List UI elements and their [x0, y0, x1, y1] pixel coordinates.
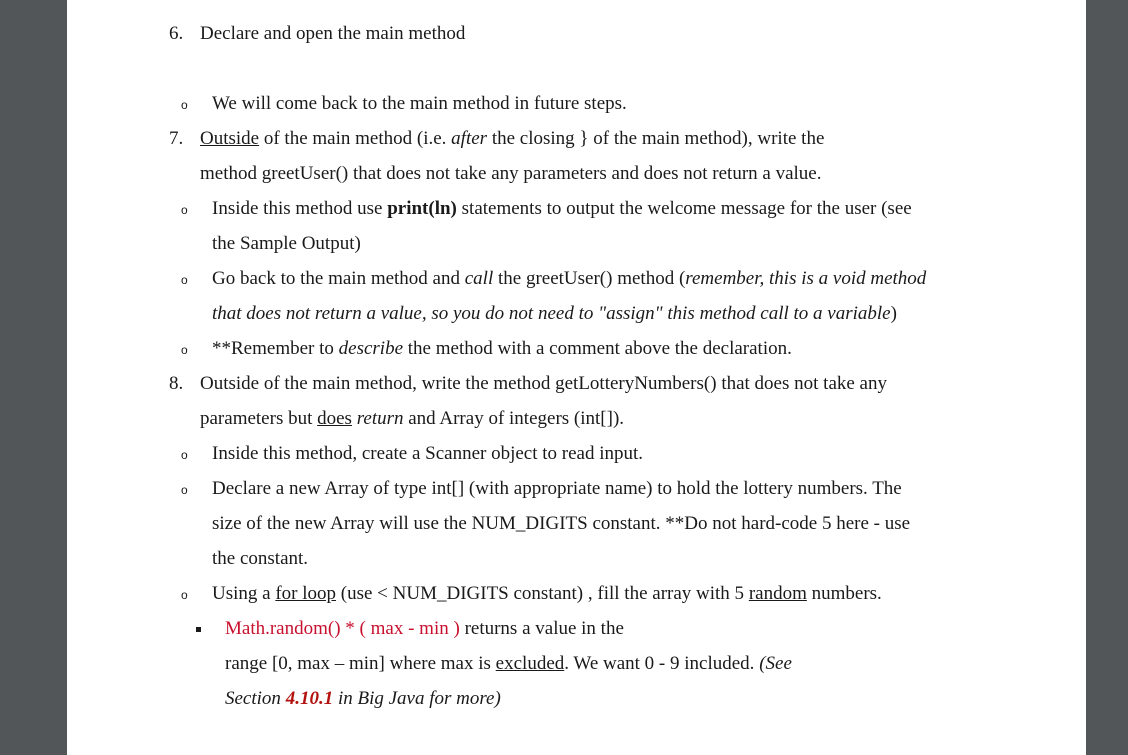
step-8-number: 8. [169, 373, 184, 394]
step-8-l2-b: and Array of integers (int[]). [403, 408, 625, 429]
section-number: 4.10.1 [285, 688, 334, 709]
remember-italic: remember, this is a void method [685, 268, 927, 289]
excluded-underlined: excluded [495, 653, 565, 674]
step-7-sub-a-a: Inside this method use [212, 198, 388, 219]
step-8-sub-c-c: numbers. [806, 583, 882, 604]
step-6-number: 6. [169, 23, 184, 44]
step-7-sub-c-b: the method with a comment above the declaration. [403, 338, 792, 359]
hollow-bullet-icon: o [181, 273, 188, 287]
step-6-sub-1: We will come back to the main method in future steps. [212, 93, 627, 114]
math-random-l2-b: . We want 0 - 9 included. [564, 653, 760, 674]
hollow-bullet-icon: o [181, 448, 188, 462]
step-8-sub-c [212, 583, 882, 605]
step-7-sub-c [212, 338, 792, 360]
return-italic: return [356, 408, 404, 429]
square-bullet-icon [196, 627, 201, 632]
random-underlined: random [748, 583, 807, 604]
step-7-sub-b-line-1 [212, 268, 926, 290]
math-random-l1-a: returns a value in the [459, 618, 624, 639]
step-7-number: 7. [169, 128, 184, 149]
math-random-line-1 [225, 618, 624, 640]
hollow-bullet-icon: o [181, 203, 188, 217]
hollow-bullet-icon: o [181, 98, 188, 112]
after-italic: after [451, 128, 488, 149]
section-suffix: in Big Java for more) [333, 688, 501, 709]
step-7-l1-b: the closing } of the main method), write the [487, 128, 825, 149]
step-7-sub-b-close: ) [890, 303, 897, 324]
step-7-sub-b-line-2 [212, 303, 897, 325]
math-random-l2-a: range [0, max – min] where max is [225, 653, 496, 674]
outside-underlined: Outside [200, 128, 260, 149]
hollow-bullet-icon: o [181, 343, 188, 357]
step-8-line-1: Outside of the main method, write the method getLotteryNumbers() that does not take any [200, 373, 887, 394]
step-8-sub-b-line-2: size of the new Array will use the NUM_DIGITS constant. **Do not hard-code 5 here - use [212, 513, 911, 534]
step-7-sub-a-line-2: the Sample Output) [212, 233, 361, 254]
step-7-sub-c-a: **Remember to [212, 338, 339, 359]
step-6-text: Declare and open the main method [200, 23, 466, 44]
step-8-sub-b-line-3: the constant. [212, 548, 309, 569]
step-8-sub-b-line-1: Declare a new Array of type int[] (with appropriate name) to hold the lottery numbers. The [212, 478, 902, 499]
print-ln-bold: print(ln) [387, 198, 457, 219]
step-7-line-1 [200, 128, 824, 150]
math-random-code: Math.random() * ( max - min ) [225, 618, 460, 639]
call-italic: call [464, 268, 494, 289]
step-8-sub-c-b: (use < NUM_DIGITS constant) , fill the array with 5 [336, 583, 749, 604]
describe-italic: describe [338, 338, 404, 359]
see-italic: (See [759, 653, 792, 674]
step-7-l1-a: of the main method (i.e. [259, 128, 452, 149]
step-7-sub-a-b: statements to output the welcome message for the user (see [456, 198, 912, 219]
step-7-sub-a-line-1 [212, 198, 912, 220]
hollow-bullet-icon: o [181, 588, 188, 602]
step-8-l2-a: parameters but [200, 408, 318, 429]
math-random-line-2 [225, 653, 792, 675]
hollow-bullet-icon: o [181, 483, 188, 497]
math-random-line-3 [225, 688, 501, 710]
step-8-sub-a: Inside this method, create a Scanner object to read input. [212, 443, 644, 464]
for-loop-underlined: for loop [275, 583, 337, 604]
document-page [67, 0, 1086, 755]
step-8-sub-c-a: Using a [212, 583, 276, 604]
step-7-sub-b-b: the greetUser() method ( [493, 268, 686, 289]
step-8-line-2 [200, 408, 624, 430]
does-underlined: does [317, 408, 352, 429]
step-7-line-2: method greetUser() that does not take any parameters and does not return a value. [200, 163, 822, 184]
section-label: Section [225, 688, 286, 709]
void-method-italic: that does not return a value, so you do not need to "assign" this method call to a variable [212, 303, 891, 324]
step-7-sub-b-a: Go back to the main method and [212, 268, 465, 289]
